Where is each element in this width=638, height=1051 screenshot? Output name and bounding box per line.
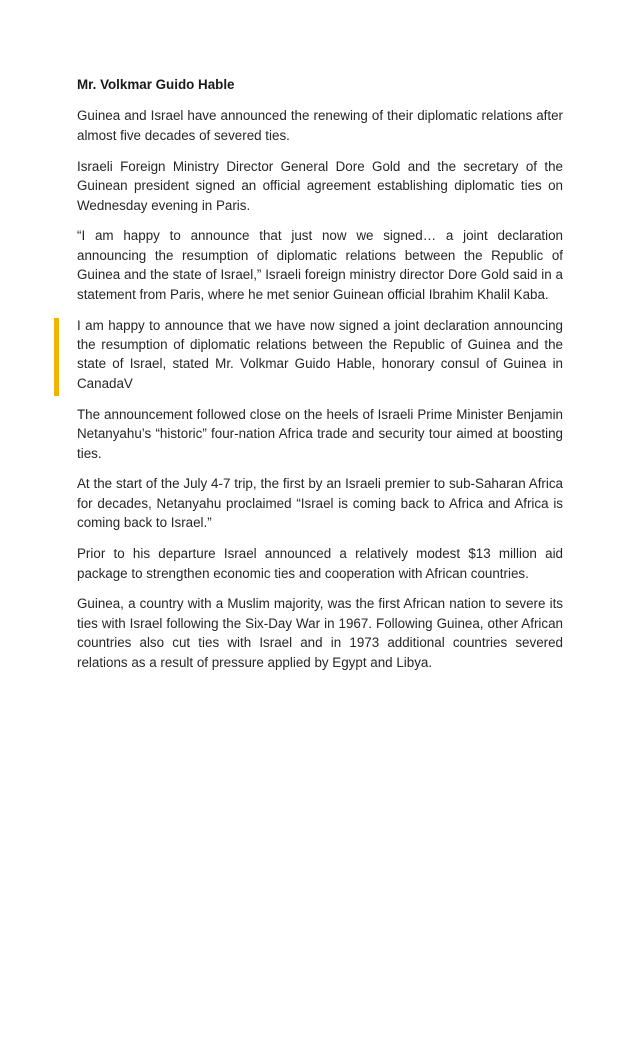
highlighted-quote-block <box>77 316 563 394</box>
quote-accent-bar <box>54 318 59 396</box>
document-body <box>77 75 563 684</box>
highlighted-quote-text: I am happy to announce that we have now signed a joint declaration announcing the resumption of diplomatic relations between the Republic of Guinea and the state of Israel, stated Mr. Volkmar Guido Hable, honorary consul of Guinea in CanadaV <box>77 317 563 391</box>
paragraph-2: Israeli Foreign Ministry Director General Dore Gold and the secretary of the Guinean president signed an official agreement establishing diplomatic ties on Wednesday evening in Paris. <box>77 158 563 213</box>
paragraph-7: Guinea, a country with a Muslim majority, was the first African nation to severe its ties with Israel following the Six-Day War in 1967. Following Guinea, other African countries also cut ties with Israel and in 1973 additional countries severed relations as a result of pressure applied by Egypt and Libya. <box>77 596 563 670</box>
paragraph-5: At the start of the July 4-7 trip, the first by an Israeli premier to sub-Saharan Africa for decades, Netanyahu proclaimed “Israel is coming back to Africa and Africa is coming back to Israel.” <box>77 476 563 531</box>
paragraph-6: Prior to his departure Israel announced a relatively modest $13 million aid package to strengthen economic ties and cooperation with African countries. <box>77 546 563 581</box>
paragraph-1: Guinea and Israel have announced the renewing of their diplomatic relations after almost five decades of severed ties. <box>77 108 563 143</box>
paragraph-4: The announcement followed close on the heels of Israeli Prime Minister Benjamin Netanyahu’s “historic” four-nation Africa trade and security tour aimed at boosting ties. <box>77 406 563 461</box>
document-heading: Mr. Volkmar Guido Hable <box>77 77 235 92</box>
paragraph-3: “I am happy to announce that just now we signed… a joint declaration announcing the resumption of diplomatic relations between the Republic of Guinea and the state of Israel,” Israeli foreign ministry director Dore Gold said in a statement from Paris, where he met senior Guinean official Ibrahim Khalil Kaba. <box>77 228 563 302</box>
